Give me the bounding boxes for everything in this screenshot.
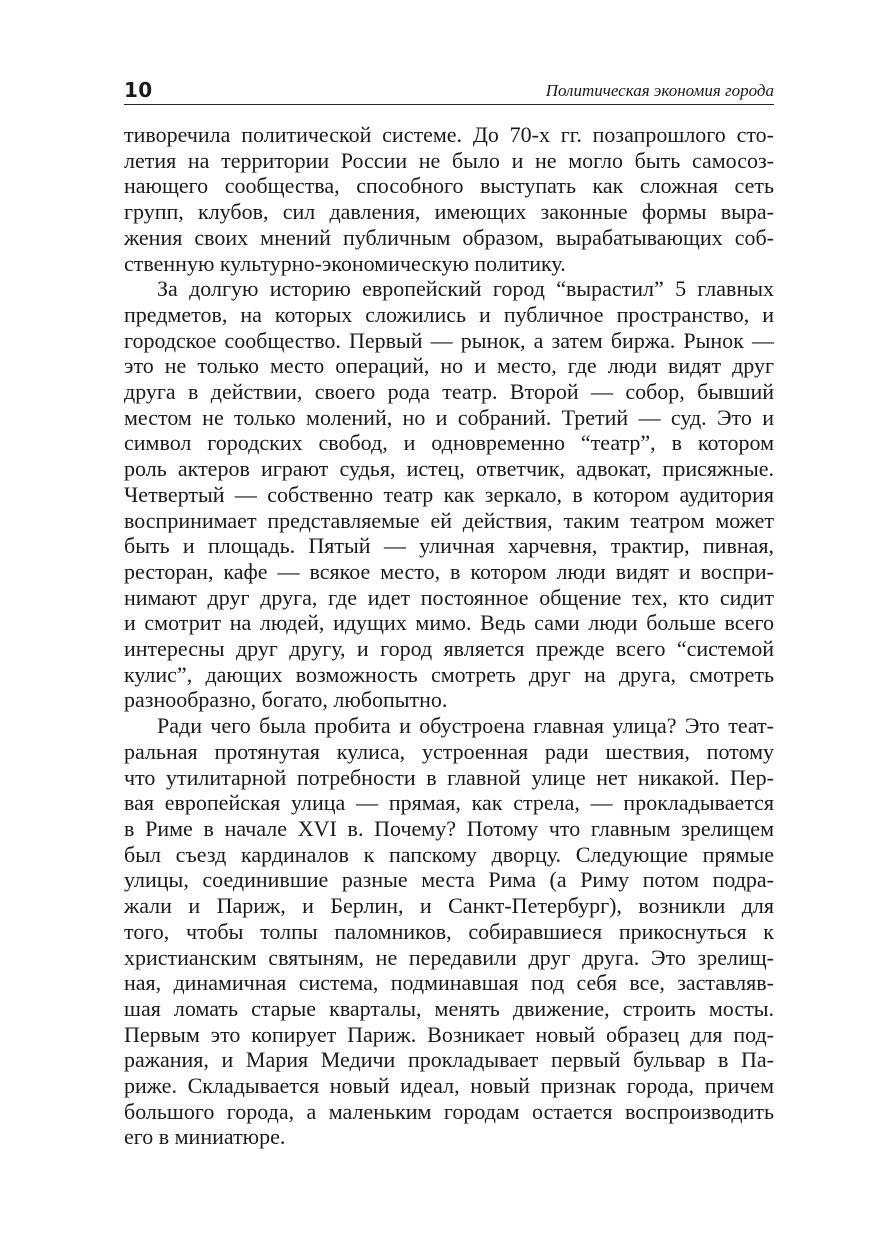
paragraph	[124, 276, 774, 713]
text-line: Первым это копирует Париж. Возникает новый образец для под-	[124, 1021, 774, 1047]
text-line: кулис”, дающих возможность смотреть друг на друга, смотреть	[124, 661, 774, 687]
text-line: его в миниатюре.	[124, 1124, 286, 1150]
text-line: ральная протянутая кулиса, устроенная ради шествия, потому	[124, 738, 774, 764]
page-number: 10	[124, 78, 153, 102]
paragraph	[124, 713, 774, 1150]
running-title: Политическая экономия города	[545, 81, 774, 100]
text-line: Четвертый — собственно театр как зеркало, в котором аудитория	[124, 481, 774, 507]
paragraph	[124, 122, 774, 276]
text-line: разнообразно, богато, любопытно.	[124, 687, 448, 713]
text-line: шая ломать старые кварталы, менять движение, строить мосты.	[124, 995, 774, 1021]
text-line: в Риме в начале XVI в. Почему? Потому что главным зрелищем	[124, 815, 774, 841]
body-text	[124, 122, 774, 1150]
text-line: ресторан, кафе — всякое место, в котором люди видят и воспри-	[124, 558, 774, 584]
text-line: большого города, а маленьким городам остается воспроизводить	[124, 1098, 774, 1124]
text-line: и смотрит на людей, идущих мимо. Ведь сами люди больше всего	[124, 610, 774, 636]
text-line: интересны друг другу, и город является прежде всего “системой	[124, 636, 774, 662]
text-line: групп, клубов, сил давления, имеющих законные формы выра-	[124, 199, 774, 225]
text-line: местом не только молений, но и собраний. Третий — суд. Это и	[124, 404, 774, 430]
text-line: вая европейская улица — прямая, как стрела, — прокладывается	[124, 790, 774, 816]
text-line: нимают друг друга, где идет постоянное общение тех, кто сидит	[124, 584, 774, 610]
text-line: друга в действии, своего рода театр. Второй — собор, бывший	[124, 379, 774, 405]
text-line: улицы, соединившие разные места Рима (а Риму потом подра-	[124, 867, 774, 893]
text-line: был съезд кардиналов к папскому дворцу. Следующие прямые	[124, 841, 774, 867]
text-line: роль актеров играют судья, истец, ответчик, адвокат, присяжные.	[124, 456, 774, 482]
text-line: нающего сообщества, способного выступать как сложная сеть	[124, 173, 774, 199]
text-line: что утилитарной потребности в главной улице нет никакой. Пер-	[124, 764, 774, 790]
text-line: это не только место операций, но и место, где люди видят друг	[124, 353, 774, 379]
text-line: быть и площадь. Пятый — уличная харчевня, трактир, пивная,	[124, 533, 774, 559]
text-line: того, чтобы толпы паломников, собиравшиеся прикоснуться к	[124, 918, 774, 944]
text-line: ственную культурно-экономическую политику.	[124, 250, 566, 276]
text-line: риже. Складывается новый идеал, новый признак города, причем	[124, 1073, 774, 1099]
text-line: жения своих мнений публичным образом, вырабатывающих соб-	[124, 224, 774, 250]
text-line: тиворечила политической системе. До 70-х гг. позапрошлого сто-	[124, 122, 774, 147]
text-line: жали и Париж, и Берлин, и Санкт-Петербург), возникли для	[124, 893, 774, 919]
text-line: христианским святыням, не передавили друг друга. Это зрелищ-	[124, 944, 774, 970]
text-line: ная, динамичная система, подминавшая под себя все, заставляв-	[124, 970, 774, 996]
text-line: летия на территории России не было и не могло быть самосоз-	[124, 147, 774, 173]
text-line: предметов, на которых сложились и публичное пространство, и	[124, 301, 774, 327]
page-header	[124, 78, 774, 105]
text-line: городское сообщество. Первый — рынок, а затем биржа. Рынок —	[124, 327, 774, 353]
text-line: воспринимает представляемые ей действия, таким театром может	[124, 507, 774, 533]
text-line: Ради чего была пробита и обустроена главная улица? Это теат-	[157, 713, 774, 739]
text-line: символ городских свобод, и одновременно “театр”, в котором	[124, 430, 774, 456]
text-line: ражания, и Мария Медичи прокладывает первый бульвар в Па-	[124, 1047, 774, 1073]
text-line: За долгую историю европейский город “вырастил” 5 главных	[157, 276, 774, 302]
